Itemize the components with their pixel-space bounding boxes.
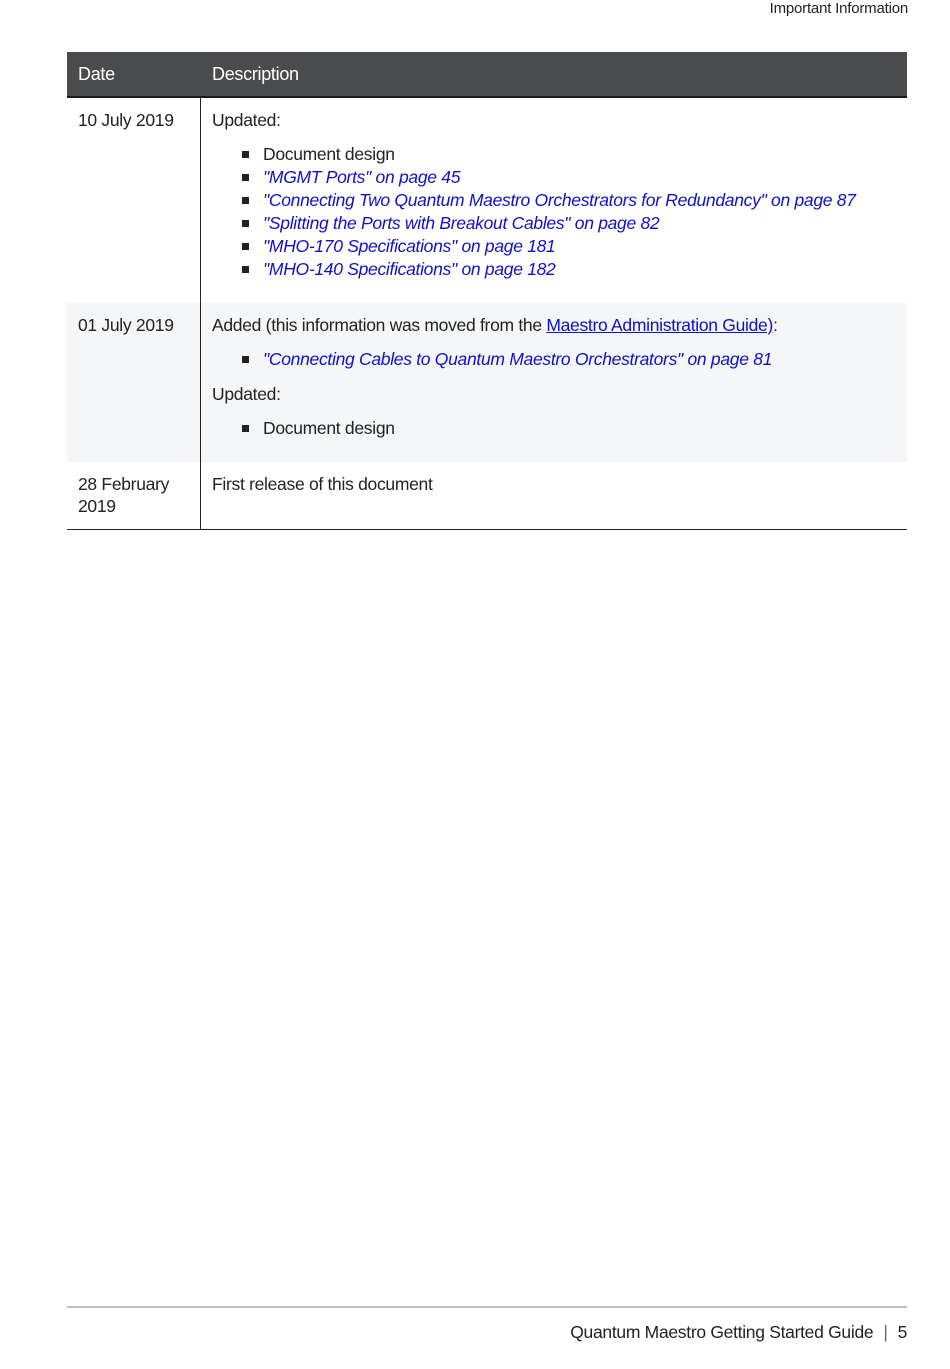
footer-divider <box>67 1306 907 1308</box>
list-item: Document design <box>242 143 896 166</box>
updated-list <box>212 417 896 440</box>
added-paragraph <box>212 314 896 336</box>
footer-separator: | <box>883 1322 888 1342</box>
cross-reference-link[interactable]: "Connecting Two Quantum Maestro Orchestrators for Redundancy" on page 87 <box>242 189 896 212</box>
admin-guide-link[interactable]: Maestro Administration Guide) <box>546 315 774 335</box>
row-description <box>201 303 908 462</box>
cross-reference-link[interactable]: "Splitting the Ports with Breakout Cables" on page 82 <box>242 212 896 235</box>
row-date: 10 July 2019 <box>67 97 201 303</box>
row-description <box>201 97 908 303</box>
page-number: 5 <box>897 1322 907 1342</box>
page-footer <box>570 1322 907 1343</box>
cross-reference-link[interactable]: "Connecting Cables to Quantum Maestro Orchestrators" on page 81 <box>242 348 896 371</box>
added-suffix-text: : <box>773 315 778 335</box>
updated-label: Updated: <box>212 384 281 404</box>
cross-reference-link[interactable]: "MGMT Ports" on page 45 <box>242 166 896 189</box>
row-description: First release of this document <box>201 462 908 530</box>
list-item: Document design <box>242 417 896 440</box>
cross-reference-link[interactable]: "MHO-170 Specifications" on page 181 <box>242 235 896 258</box>
added-prefix-text: Added (this information was moved from the <box>212 315 547 335</box>
updated-label: Updated: <box>212 110 281 130</box>
table-row <box>67 97 907 303</box>
revision-history-table <box>67 52 907 530</box>
column-header-description: Description <box>201 52 908 97</box>
table-header-row <box>67 52 907 97</box>
table-row <box>67 462 907 530</box>
row-date: 28 February 2019 <box>67 462 201 530</box>
updated-list <box>212 143 896 281</box>
cross-reference-link[interactable]: "MHO-140 Specifications" on page 182 <box>242 258 896 281</box>
added-list <box>212 348 896 371</box>
table-row <box>67 303 907 462</box>
column-header-date: Date <box>67 52 201 97</box>
row-date: 01 July 2019 <box>67 303 201 462</box>
footer-guide-title: Quantum Maestro Getting Started Guide <box>570 1322 874 1342</box>
running-header: Important Information <box>769 0 908 17</box>
